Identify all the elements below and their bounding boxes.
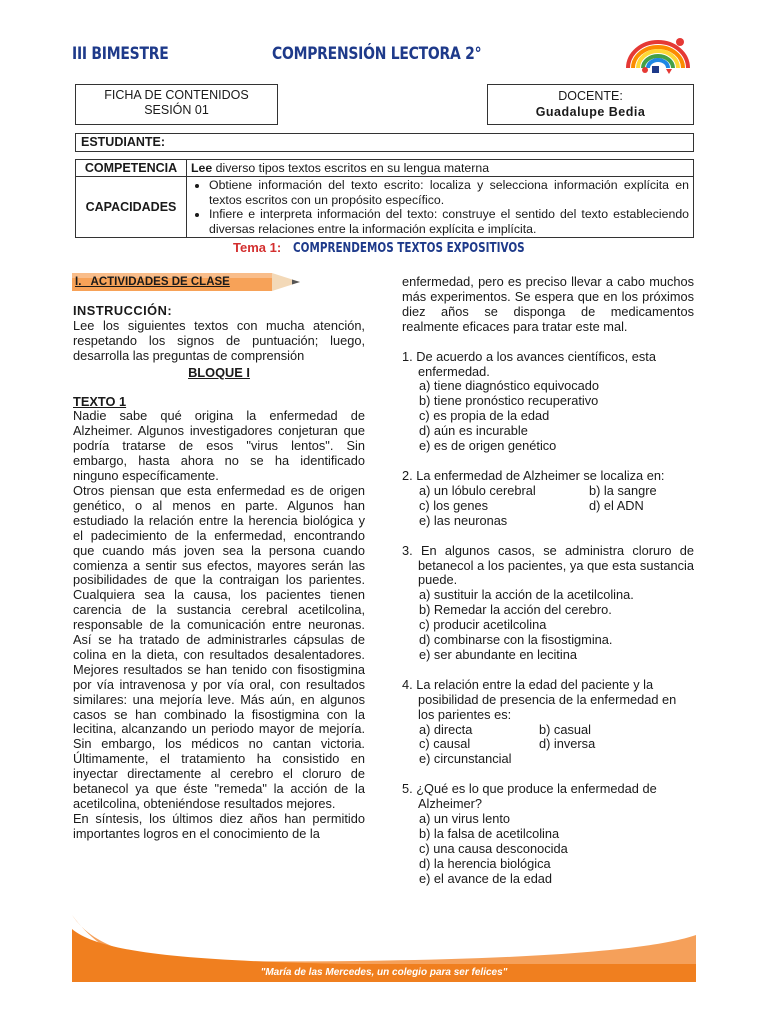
footer-motto: "María de las Mercedes, un colegio para ser felices"	[72, 964, 696, 982]
question-3	[402, 544, 694, 663]
option[interactable]: d) inversa	[539, 736, 596, 752]
paragraph-1: Nadie sabe qué origina la enfermedad de Alzheimer. Algunos investigadores conjeturan que podría tratarse de esos "virus lentos". Sin embargo, hasta ahora no se ha identificado ninguno específicamente.	[73, 408, 365, 484]
section-title: I. ACTIVIDADES DE CLASE	[75, 276, 230, 288]
competencia-text: Lee diverso tipos textos escritos en su lengua materna	[187, 160, 694, 177]
option[interactable]: a) tiene diagnóstico equivocado	[419, 378, 599, 394]
option[interactable]: a) directa	[419, 721, 473, 737]
teacher-name: Guadalupe Bedia	[535, 105, 646, 119]
session-label: SESIÓN 01	[144, 103, 209, 117]
option[interactable]: a) un virus lento	[419, 811, 511, 827]
docente-label: DOCENTE:	[558, 89, 623, 103]
question-text: 1. De acuerdo a los avances científicos, esta enfermedad.	[402, 348, 656, 379]
texto-title: TEXTO 1	[73, 393, 127, 409]
capacidad-item: • Obtiene información del texto escrito: localiza y selecciona información explícita en textos escritos con un propósito específico.	[209, 178, 689, 207]
option[interactable]: b) la sangre	[589, 482, 657, 498]
option[interactable]: c) es propia de la edad	[419, 408, 550, 424]
option[interactable]: b) tiene pronóstico recuperativo	[419, 393, 599, 409]
ficha-label: FICHA DE CONTENIDOS	[104, 88, 249, 102]
session-box	[75, 84, 278, 125]
student-label: ESTUDIANTE:	[81, 135, 166, 149]
option[interactable]: c) producir acetilcolina	[419, 617, 547, 633]
option[interactable]: b) la falsa de acetilcolina	[419, 826, 560, 841]
question-text: 2. La enfermedad de Alzheimer se localiza en:	[402, 467, 665, 483]
footer-swoosh	[72, 905, 696, 967]
bimestre-title: III BIMESTRE	[72, 44, 169, 64]
competencia-table	[75, 159, 694, 238]
option[interactable]: e) es de origen genético	[419, 438, 557, 454]
school-logo	[622, 28, 696, 80]
course-title: COMPRENSIÓN LECTORA 2°	[272, 44, 482, 64]
question-text: 4. La relación entre la edad del paciente y la posibilidad de presencia de la enfermedad en los parientes es:	[402, 676, 677, 722]
instruction-text: Lee los siguientes textos con mucha atención, respetando los signos de puntuación; luego, desarrolla las preguntas de comprensión	[73, 317, 365, 363]
instruction-title: INSTRUCCIÓN:	[73, 303, 173, 318]
paragraph-2: Otros piensan que esta enfermedad es de origen genético, o al menos en parte. Algunos han estudiado la relación entre la herencia biológica y el padecimiento de la enfermedad, encontrando que cuando más joven sea la persona cuando comienza a sentir sus efectos, mayores serán las posibilidades de que la contraigan los parientes. Cualquiera sea la causa, los pacientes tienen carencia de la sustancia cerebral acetilcolina, responsable de la comunicación entre neuronas. Así se ha tratado de administrarles cápsulas de colina en la dieta, con resultados desalentadores. Mejores resultados se han tenido con fisostigmina por vía intravenosa y por vía oral, con resultados similares: una mejoría leve. Más aún, en algunos casos se han combinado la fisostigmina con la lecitina, alcanzando un periodo mayor de mejoría. Sin embargo, los médicos no cantan victoria. Últimamente, el tratamiento ha consistido en inyectar directamente al cerebro el cloruro de betanecol ya que éste "remeda" la acción de la acetilcolina, obteniéndose resultados mejores.	[73, 482, 365, 811]
capacidad-item: • Infiere e interpreta información del texto: construye el sentido del texto estableciendo diversas relaciones entre la información explícita e implícita.	[209, 207, 689, 236]
paragraph-continuation: enfermedad, pero es preciso llevar a cabo muchos más experimentos. Se espera que en los próximos diez años se disponga de medicamentos realmente eficaces para tratar este mal.	[402, 274, 694, 334]
option[interactable]: b) Remedar la acción del cerebro.	[419, 602, 612, 618]
question-1	[402, 350, 694, 454]
student-box[interactable]	[75, 133, 694, 152]
topic-title: COMPRENDEMOS TEXTOS EXPOSITIVOS	[292, 241, 525, 256]
option[interactable]: d) aún es incurable	[419, 423, 528, 439]
question-text: 3. En algunos casos, se administra cloruro de betanecol a los pacientes, ya que esta sustancia puede.	[402, 542, 694, 588]
option[interactable]: c) una causa desconocida	[419, 840, 568, 856]
option[interactable]: b) casual	[539, 721, 591, 737]
option[interactable]: a) sustituir la acción de la acetilcolina.	[419, 587, 634, 603]
question-text: 5. ¿Qué es lo que produce la enfermedad de Alzheimer?	[402, 781, 657, 812]
paragraph-3: En síntesis, los últimos diez años han permitido importantes logros en el conocimiento de la	[73, 810, 365, 841]
question-2	[402, 469, 694, 529]
topic-line	[233, 240, 582, 256]
competencia-label: COMPETENCIA	[76, 160, 187, 177]
bloque-title: BLOQUE I	[188, 364, 250, 380]
option[interactable]: d) el ADN	[589, 497, 644, 513]
option[interactable]: e) ser abundante en lecitina	[419, 646, 577, 662]
capacidades-label: CAPACIDADES	[76, 177, 187, 238]
option[interactable]: e) las neuronas	[419, 512, 508, 528]
topic-label: Tema 1:	[233, 240, 282, 255]
option[interactable]: c) los genes	[419, 497, 488, 513]
option[interactable]: c) causal	[419, 736, 471, 752]
option[interactable]: d) combinarse con la fisostigmina.	[419, 632, 613, 648]
left-column	[73, 304, 365, 842]
option[interactable]: a) un lóbulo cerebral	[419, 482, 536, 498]
teacher-box	[487, 84, 694, 125]
capacidades-list	[187, 177, 694, 238]
question-5	[402, 782, 694, 886]
option[interactable]: e) el avance de la edad	[419, 870, 553, 886]
right-column	[402, 275, 694, 887]
option[interactable]: e) circunstancial	[419, 751, 512, 767]
option[interactable]: d) la herencia biológica	[419, 855, 551, 871]
question-4	[402, 678, 694, 767]
